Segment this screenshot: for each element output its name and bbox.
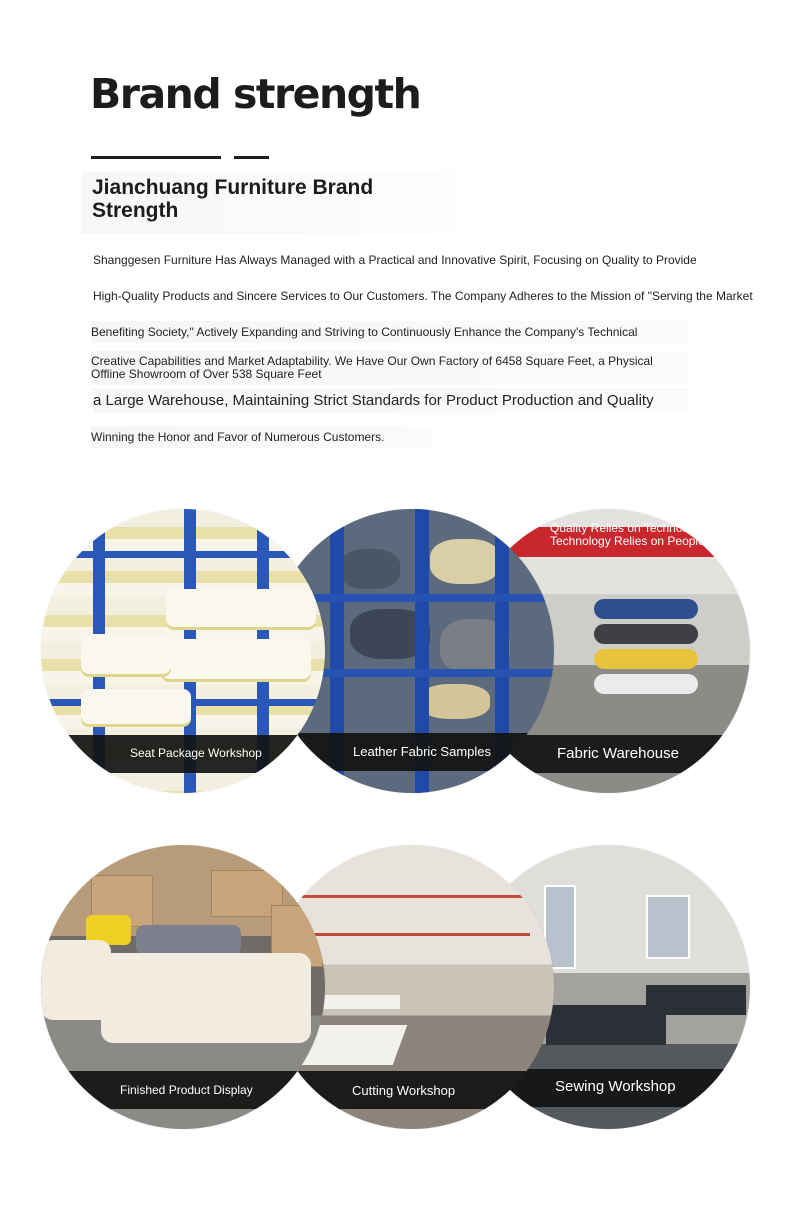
foam-cushion: [161, 639, 311, 679]
ceiling-pipe: [310, 933, 530, 936]
fabric-roll: [594, 649, 698, 669]
finished-product-display-photo: [41, 845, 325, 1129]
foam-cushion: [81, 634, 171, 674]
intro-line-4: Creative Capabilities and Market Adaptability. We Have Our Own Factory of 6458 Square Feet, a Physical Offline Showroom of Over 538 Square Feet: [91, 351, 688, 385]
fabric-bundle: [340, 549, 400, 589]
grey-sofa: [136, 925, 241, 955]
fabric-roll: [594, 599, 698, 619]
intro-line-1: Shanggesen Furniture Has Always Managed with a Practical and Innovative Spirit, Focusing on Quality to Provide: [93, 253, 697, 267]
fabric-bundle: [430, 539, 500, 584]
slogan-line-1: Quality Relies on Technology: [550, 521, 705, 535]
intro-line-3: Benefiting Society," Actively Expanding and Striving to Continuously Enhance the Company's Technical: [91, 321, 688, 343]
workshop-label: Fabric Warehouse: [557, 745, 679, 762]
seat-package-workshop-photo: [41, 509, 325, 793]
title-underline-short: [234, 156, 269, 159]
intro-line-6: Winning the Honor and Favor of Numerous Customers.: [91, 426, 431, 448]
foam-cushion: [166, 589, 316, 627]
foam-cushion: [81, 689, 191, 724]
intro-line-2: High-Quality Products and Sincere Services to Our Customers. The Company Adheres to the Mission of "Serving the Market: [93, 289, 753, 303]
ceiling-pipe: [290, 895, 530, 898]
photo-slogan: [550, 522, 705, 548]
cream-sofa: [101, 953, 311, 1043]
intro-line-5: a Large Warehouse, Maintaining Strict Standards for Product Production and Quality: [93, 388, 688, 413]
fabric-roll: [594, 624, 698, 644]
fabric-bundle: [420, 684, 490, 719]
section-subtitle: Jianchuang Furniture Brand Strength: [92, 176, 374, 222]
workshop-label: Cutting Workshop: [352, 1083, 456, 1098]
rack-beam: [41, 551, 325, 558]
workshop-label: Seat Package Workshop: [130, 746, 262, 760]
fabric-roll: [594, 674, 698, 694]
workshop-label: Finished Product Display: [120, 1083, 253, 1097]
window: [646, 895, 690, 959]
workshop-label: Leather Fabric Samples: [353, 744, 492, 759]
page-title: Brand strength: [90, 70, 421, 118]
workshop-label: Sewing Workshop: [555, 1078, 676, 1095]
slogan-line-2: Technology Relies on People: [550, 534, 705, 548]
title-underline-long: [91, 156, 221, 159]
sewing-desk: [646, 985, 746, 1015]
